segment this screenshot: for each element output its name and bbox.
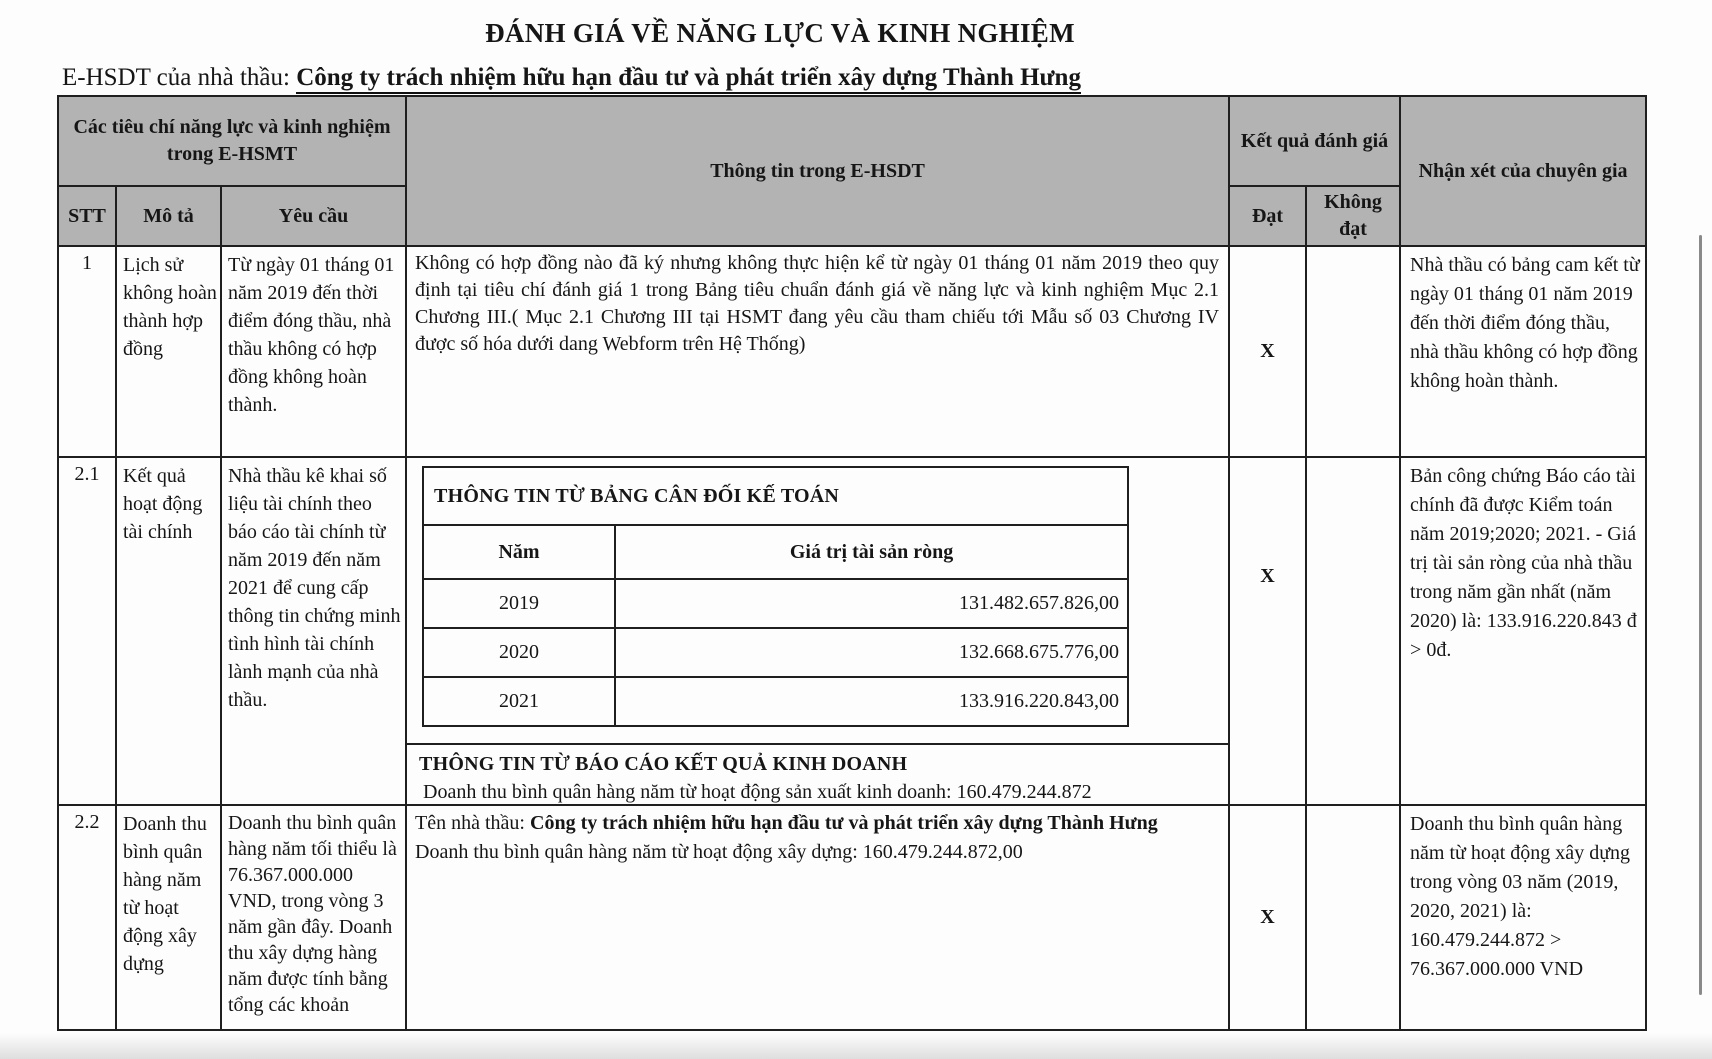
header-result-group: Kết quả đánh giá	[1229, 96, 1400, 186]
row1-stt: 1	[58, 246, 116, 457]
row22-stt: 2.2	[58, 805, 116, 1030]
contractor-name: Công ty trách nhiệm hữu hạn đầu tư và phát triển xây dựng Thành Hưng	[296, 64, 1081, 94]
evaluation-table	[57, 95, 1647, 1031]
row22-contractor-label: Tên nhà thầu:	[415, 812, 530, 834]
row1-ehsdt-info: Không có hợp đồng nào đã ký nhưng không thực hiện kể từ ngày 01 tháng 01 năm 2019 theo quy định tại tiêu chí đánh giá 1 trong Bảng tiêu chuẩn đánh giá về năng lực và kinh nghiệm Mục 2.1 Chương III.( Mục 2.1 Chương III tại HSMT đang yêu cầu tham chiếu tới Mẫu số 03 Chương IV được số hóa dưới dang Webform trên Hệ Thống)	[406, 246, 1229, 457]
header-ehsdt-info: Thông tin trong E-HSDT	[406, 96, 1229, 246]
net-asset-value-cell: 131.482.657.826,00	[615, 579, 1128, 628]
income-statement-line: Doanh thu bình quân hàng năm từ hoạt động sản xuất kinh doanh: 160.479.244.872	[423, 781, 1092, 803]
row21-requirement: Nhà thầu kê khai số liệu tài chính theo báo cáo tài chính từ năm 2019 đến năm 2021 để cung cấp thông tin chứng minh tình hình tài chính lành mạnh của nhà thầu.	[221, 457, 406, 805]
row1-expert-comment: Nhà thầu có bảng cam kết từ ngày 01 tháng 01 năm 2019 đến thời điểm đóng thầu, nhà thầu không có hợp đồng không hoàn thành.	[1400, 246, 1646, 457]
balance-sheet-table	[422, 466, 1129, 727]
balance-col-value: Giá trị tài sản ròng	[615, 525, 1128, 579]
year-cell: 2021	[423, 677, 615, 726]
row22-contractor-name: Công ty trách nhiệm hữu hạn đầu tư và phát triển xây dựng Thành Hưng	[530, 812, 1158, 834]
income-statement-heading: THÔNG TIN TỪ BÁO CÁO KẾT QUẢ KINH DOANH	[419, 753, 908, 775]
row21-ehsdt-info	[406, 457, 1229, 805]
row22-requirement	[221, 805, 406, 1030]
row1-description: Lịch sử không hoàn thành hợp đồng	[116, 246, 221, 457]
page-title: ĐÁNH GIÁ VỀ NĂNG LỰC VÀ KINH NGHIỆM	[485, 18, 1075, 48]
balance-row-2021	[423, 677, 1128, 726]
balance-row-2019	[423, 579, 1128, 628]
table-row-2-1	[58, 457, 1646, 805]
row21-dat-mark: X	[1229, 457, 1306, 805]
header-yeu-cau: Yêu cầu	[221, 186, 406, 246]
balance-col-year: Năm	[423, 525, 615, 579]
balance-row-2020	[423, 628, 1128, 677]
header-criteria-group: Các tiêu chí năng lực và kinh nghiệm trong E-HSMT	[58, 96, 406, 186]
header-khong-dat: Không đạt	[1306, 186, 1400, 246]
row22-expert-comment: Doanh thu bình quân hàng năm từ hoạt động xây dựng trong vòng 03 năm (2019, 2020, 2021) là: 160.479.244.872 > 76.367.000.000 VND	[1400, 805, 1646, 1030]
scan-page-edge-line	[1699, 235, 1702, 995]
row22-dat-mark: X	[1229, 805, 1306, 1030]
row22-description: Doanh thu bình quân hàng năm từ hoạt động xây dựng	[116, 805, 221, 1030]
scan-bottom-shadow	[0, 1033, 1712, 1059]
year-cell: 2020	[423, 628, 615, 677]
row22-khong-dat-cell	[1306, 805, 1400, 1030]
balance-sheet-heading: THÔNG TIN TỪ BẢNG CÂN ĐỐI KẾ TOÁN	[423, 467, 1128, 525]
header-expert-comment: Nhận xét của chuyên gia	[1400, 96, 1646, 246]
header-mo-ta: Mô tả	[116, 186, 221, 246]
row22-revenue-line: Doanh thu bình quân hàng năm từ hoạt động xây dựng: 160.479.244.872,00	[415, 841, 1023, 863]
net-asset-value-cell: 132.668.675.776,00	[615, 628, 1128, 677]
balance-heading-row	[423, 467, 1128, 525]
header-stt: STT	[58, 186, 116, 246]
row1-dat-mark: X	[1229, 246, 1306, 457]
row21-stt: 2.1	[58, 457, 116, 805]
row1-requirement: Từ ngày 01 tháng 01 năm 2019 đến thời điểm đóng thầu, nhà thầu không có hợp đồng không hoàn thành.	[221, 246, 406, 457]
row21-description: Kết quả hoạt động tài chính	[116, 457, 221, 805]
row21-khong-dat-cell	[1306, 457, 1400, 805]
table-row-2-2	[58, 805, 1646, 1030]
balance-header-row	[423, 525, 1128, 579]
income-statement-section	[407, 743, 1228, 804]
header-row-1	[58, 96, 1646, 186]
table-row-1	[58, 246, 1646, 457]
row22-requirement-text: Doanh thu bình quân hàng năm tối thiểu là 76.367.000.000 VND, trong vòng 3 năm gần đây. Doanh thu xây dựng hàng năm được tính bằng tổng các khoản	[228, 812, 397, 1016]
year-cell: 2019	[423, 579, 615, 628]
subtitle-label: E-HSDT của nhà thầu:	[62, 64, 297, 91]
net-asset-value-cell: 133.916.220.843,00	[615, 677, 1128, 726]
row21-expert-comment: Bản công chứng Báo cáo tài chính đã được Kiểm toán năm 2019;2020; 2021. - Giá trị tài sản ròng của nhà thầu trong năm gần nhất (năm 2020) là: 133.916.220.843 đ > 0đ.	[1400, 457, 1646, 805]
subtitle	[62, 64, 1081, 92]
header-dat: Đạt	[1229, 186, 1306, 246]
row1-khong-dat-cell	[1306, 246, 1400, 457]
row22-contractor-line	[415, 809, 1219, 838]
row22-ehsdt-info	[406, 805, 1229, 1030]
